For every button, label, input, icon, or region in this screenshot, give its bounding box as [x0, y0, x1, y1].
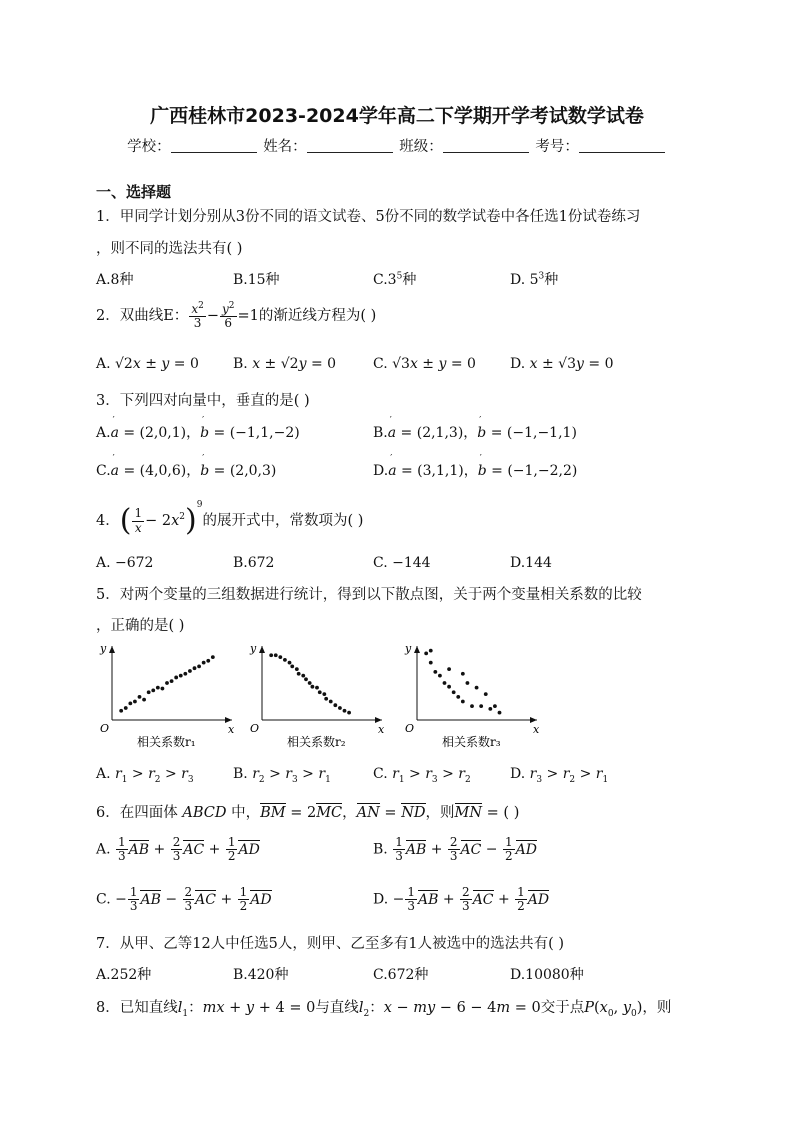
class-label: 班级： [399, 139, 443, 155]
q1-stem-line1: 1．甲同学计划分别从3份不同的语文试卷、5份不同的数学试卷中各任选1份试卷练习 [96, 209, 641, 225]
scatter-plot-r3 [404, 642, 540, 749]
scatter-point [188, 669, 192, 673]
q2-option-b: B. x ± √2y = 0 [233, 356, 337, 372]
scatter-point [343, 709, 347, 713]
y-axis-arrow [109, 646, 115, 653]
scatter-point [142, 698, 146, 702]
scatter-point [274, 653, 278, 657]
scatter-point [147, 690, 151, 694]
scatter-point [315, 686, 319, 690]
scatter-point [322, 692, 326, 696]
q3-option-a: A.′ a = (2,0,1)，′ b = (−1,1,−2) [96, 422, 300, 442]
q4-option-c: C. −144 [373, 555, 431, 571]
scatter-point [197, 664, 201, 668]
plot-caption: 相关系数r₁ [137, 735, 196, 749]
scatter-point [461, 672, 465, 676]
q2-option-c: C. √3x ± y = 0 [373, 356, 476, 372]
scatter-point [193, 666, 197, 670]
scatter-point [447, 685, 451, 689]
scatter-point [278, 655, 282, 659]
x-axis-label: x [533, 723, 540, 736]
q3-option-d: D.′ a = (3,1,1)，′ b = (−1,−2,2) [373, 460, 577, 480]
x-axis-label: x [228, 723, 235, 736]
scatter-point [488, 707, 492, 711]
scatter-point [304, 677, 308, 681]
scatter-point [288, 661, 292, 665]
student-info-line [0, 135, 794, 156]
scatter-point [461, 700, 465, 704]
scatter-point [206, 659, 210, 663]
scatter-point [211, 655, 215, 659]
q7-option-b: B.420种 [233, 967, 289, 983]
q4-option-a: A. −672 [96, 555, 154, 571]
scatter-point [170, 679, 174, 683]
q5-option-c: C. $r_1 > r_3 > r_2$ [373, 766, 471, 785]
scatter-point [183, 672, 187, 676]
scatter-point [438, 674, 442, 678]
q6-option-c: C. − $\frac{1}{3}$ AB − $\frac{2}{3}$ AC + $\frac{1}{2}$ AD [96, 885, 272, 914]
scatter-point [161, 687, 165, 691]
x-axis-label: x [378, 723, 385, 736]
scatter-point [165, 681, 169, 685]
exam-number-label: 考号： [535, 139, 579, 155]
q6-option-d: D. − $\frac{1}{3}$ AB + $\frac{2}{3}$ AC + $\frac{1}{2}$ AD [373, 885, 550, 914]
scatter-point [174, 676, 178, 680]
plot-caption: 相关系数r₂ [287, 735, 346, 749]
q6-option-a: A. $\frac{1}{3}$ AB + $\frac{2}{3}$ AC + $\frac{1}{2}$ AD [96, 835, 260, 864]
q3-option-b: B.′ a = (2,1,3)，′ b = (−1,−1,1) [373, 422, 577, 442]
q5-option-b: B. $r_2 > r_3 > r_1$ [233, 766, 331, 785]
scatter-plots [90, 638, 690, 756]
scatter-point [318, 690, 322, 694]
q7-option-d: D.10080种 [510, 967, 584, 983]
scatter-point [452, 690, 456, 694]
scatter-point [179, 674, 183, 678]
y-axis-label: y [250, 642, 257, 655]
q8-stem: 8．已知直线$l_1$：mx + y + 4 = 0与直线$l_2$：x − my − 6 − 4m = 0交于点$P(x_0$, $y_0$)，则 [96, 1000, 672, 1019]
name-label: 姓名： [263, 139, 307, 155]
scatter-point [311, 685, 315, 689]
scatter-point [301, 674, 305, 678]
q4-option-d: D.144 [510, 555, 552, 571]
school-blank[interactable] [171, 138, 257, 153]
origin-label: O [405, 722, 415, 735]
scatter-point [333, 703, 337, 707]
scatter-point [283, 658, 287, 662]
scatter-point [308, 681, 312, 685]
scatter-point [202, 661, 206, 665]
q1-stem-line2: ，则不同的选法共有( ) [96, 241, 243, 257]
q7-option-a: A.252种 [96, 967, 152, 983]
y-axis-arrow [259, 646, 265, 653]
scatter-point [475, 686, 479, 690]
scatter-point [433, 670, 437, 674]
scatter-point [324, 697, 328, 701]
scatter-point [456, 695, 460, 699]
q7-stem: 7．从甲、乙等12人中任选5人，则甲、乙至多有1人被选中的选法共有( ) [96, 936, 565, 952]
q3-stem: 3．下列四对向量中，垂直的是( ) [96, 393, 310, 409]
q1-option-b: B.15种 [233, 272, 280, 288]
scatter-point [297, 672, 301, 676]
scatter-point [484, 692, 488, 696]
class-blank[interactable] [443, 138, 529, 153]
scatter-point [429, 649, 433, 653]
scatter-point [493, 704, 497, 708]
scatter-point [338, 706, 342, 710]
scatter-point [443, 681, 447, 685]
plot-caption: 相关系数r₃ [442, 735, 501, 749]
scatter-point [479, 704, 483, 708]
q4-option-b: B.672 [233, 555, 275, 571]
section-heading: 一、选择题 [96, 183, 172, 201]
scatter-point [151, 689, 155, 693]
scatter-point [290, 664, 294, 668]
exam-number-blank[interactable] [579, 138, 665, 153]
scatter-point [128, 701, 132, 705]
name-blank[interactable] [307, 138, 393, 153]
q5-stem-line2: ，正确的是( ) [96, 618, 185, 634]
scatter-plot-r1 [99, 642, 235, 749]
q4-stem: 4．( $\frac{1}{x}$ − $2x^2)^9$的展开式中，常数项为( ) [96, 500, 364, 538]
scatter-point [424, 652, 428, 656]
q1-option-d: D. $5^3$种 [510, 271, 559, 288]
q1-option-a: A.8种 [96, 272, 134, 288]
scatter-point [269, 653, 273, 657]
q5-option-a: A. $r_1 > r_2 > r_3$ [96, 766, 194, 785]
scatter-point [133, 700, 137, 704]
q5-option-d: D. $r_3 > r_2 > r_1$ [510, 766, 609, 785]
school-label: 学校： [127, 139, 171, 155]
scatter-point [119, 709, 123, 713]
scatter-point [156, 686, 160, 690]
scatter-point [295, 667, 299, 671]
scatter-point [138, 695, 142, 699]
q2-option-a: A. √2x ± y = 0 [96, 356, 199, 372]
q7-option-c: C.672种 [373, 967, 429, 983]
scatter-point [447, 667, 451, 671]
scatter-point [466, 681, 470, 685]
scatter-point [429, 661, 433, 665]
q1-option-c: $C.3^5$种 [373, 271, 417, 288]
q2-option-d: D. x ± √3y = 0 [510, 356, 614, 372]
q6-stem: 6．在四面体 ABCD 中，BM = 2MC，AN = ND，则MN = ( ) [96, 805, 520, 821]
scatter-plot-r2 [249, 642, 385, 749]
page-title: 广西桂林市2023-2024学年高二下学期开学考试数学试卷 [150, 105, 644, 127]
scatter-point [498, 711, 502, 715]
origin-label: O [250, 722, 260, 735]
scatter-point [470, 704, 474, 708]
q3-option-c: C.′ a = (4,0,6)，′ b = (2,0,3) [96, 460, 276, 480]
q5-stem-line1: 5．对两个变量的三组数据进行统计，得到以下散点图，关于两个变量相关系数的比较 [96, 587, 642, 603]
q6-option-b: B. $\frac{1}{3}$ AB + $\frac{2}{3}$ AC − $\frac{1}{2}$ AD [373, 835, 537, 864]
y-axis-label: y [100, 642, 107, 655]
y-axis-label: y [405, 642, 412, 655]
scatter-point [347, 711, 351, 715]
origin-label: O [100, 722, 110, 735]
q2-stem: 2．双曲线E： $\frac{x^2}{3}$ − $\frac{y^2}{6}$ =1的渐近线方程为( ) [96, 301, 377, 331]
y-axis-arrow [414, 646, 420, 653]
scatter-point [329, 700, 333, 704]
scatter-point [124, 706, 128, 710]
